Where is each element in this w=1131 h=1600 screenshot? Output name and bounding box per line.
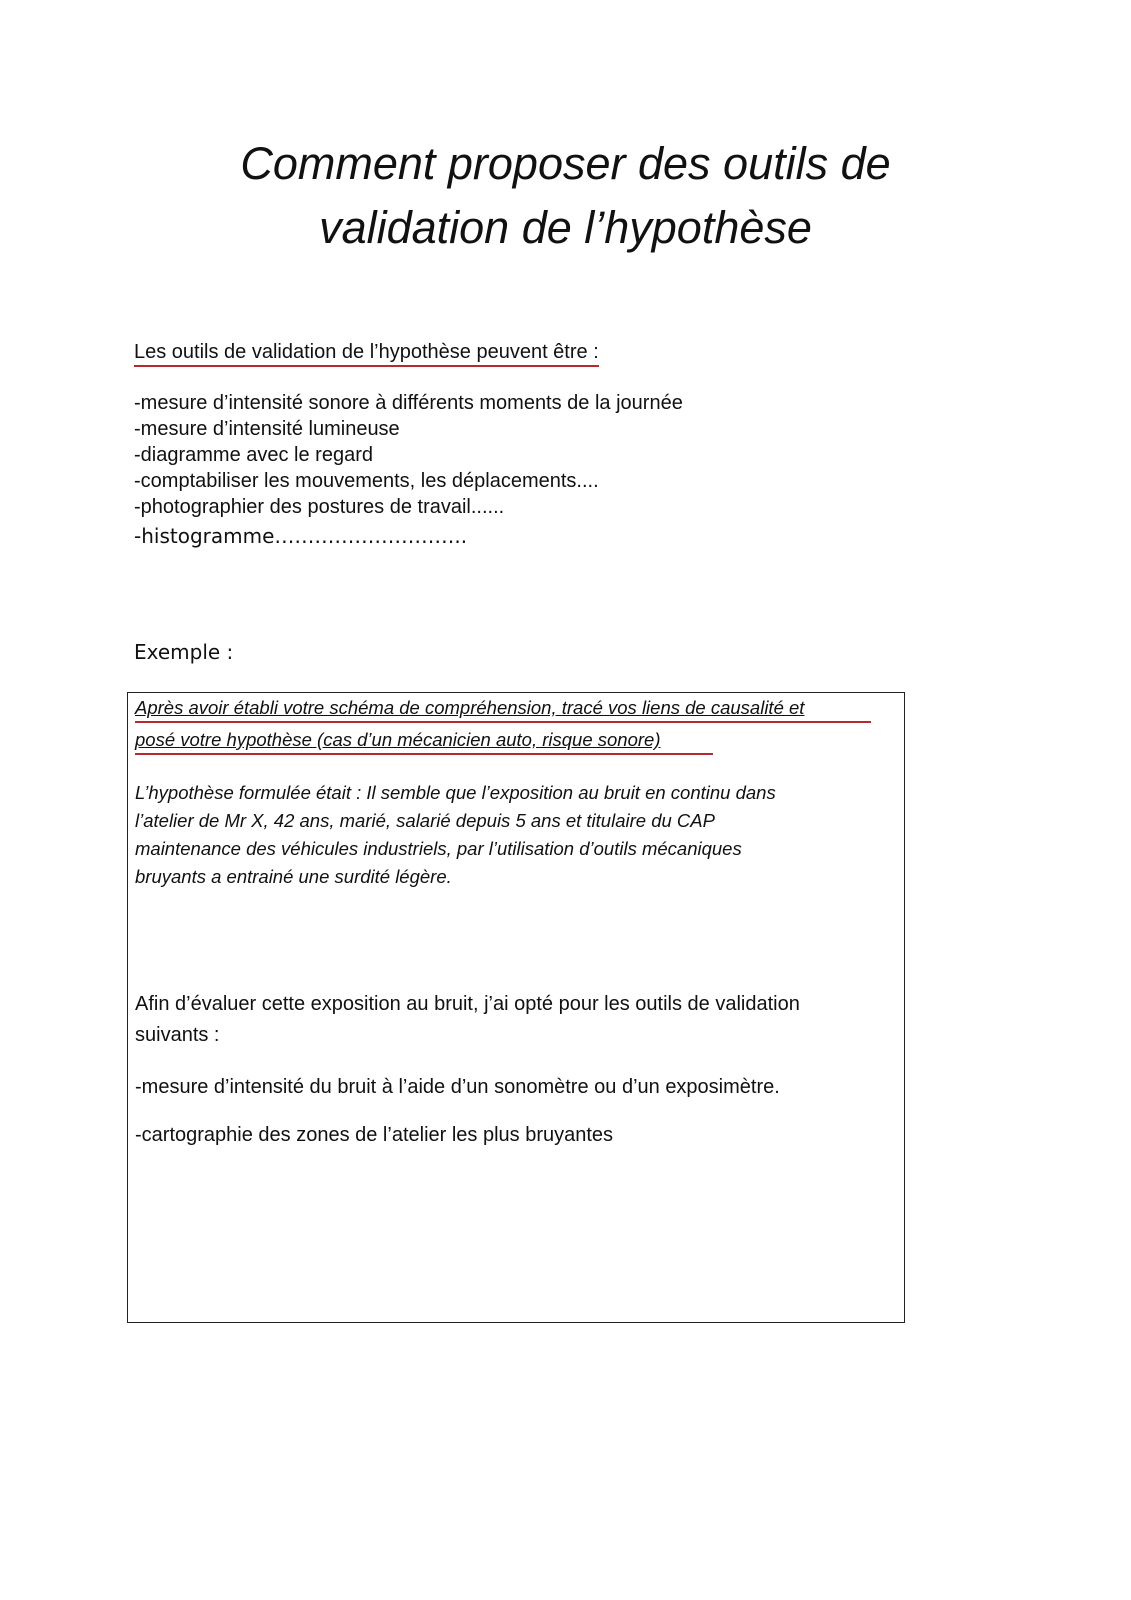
hypothesis-paragraph xyxy=(135,779,895,891)
red-underline-2 xyxy=(135,753,713,755)
chosen-tool-2: -cartographie des zones de l’atelier les plus bruyantes xyxy=(135,1124,614,1146)
afin-line: Afin d’évaluer cette exposition au bruit, j’ai opté pour les outils de validation xyxy=(135,993,800,1015)
list-item: -diagramme avec le regard xyxy=(134,444,373,466)
list-item: -photographier des postures de travail...... xyxy=(134,496,505,518)
intro-heading: Les outils de validation de l’hypothèse peuvent être : xyxy=(134,340,599,367)
example-context-text-2: posé votre hypothèse (cas d’un mécanicien auto, risque sonore) xyxy=(135,729,661,750)
title-line-1: Comment proposer des outils de xyxy=(240,138,891,189)
example-context-line-2 xyxy=(135,725,661,755)
example-context-line-1 xyxy=(135,693,804,723)
hypothesis-line: maintenance des véhicules industriels, par l’utilisation d’outils mécaniques xyxy=(135,838,742,859)
red-underline-1 xyxy=(135,721,871,723)
list-item: -comptabiliser les mouvements, les déplacements.... xyxy=(134,470,599,492)
validation-tools-list xyxy=(134,390,683,552)
afin-paragraph xyxy=(135,989,895,1051)
example-context-text-1: Après avoir établi votre schéma de compréhension, tracé vos liens de causalité et xyxy=(135,697,805,718)
hypothesis-line: L’hypothèse formulée était : Il semble que l’exposition au bruit en continu dans xyxy=(135,782,776,803)
list-item: -mesure d’intensité sonore à différents moments de la journée xyxy=(134,392,683,414)
hypothesis-line: l’atelier de Mr X, 42 ans, marié, salarié depuis 5 ans et titulaire du CAP xyxy=(135,810,715,831)
list-item: -histogramme……………………….. xyxy=(134,524,468,548)
chosen-tool-1: -mesure d’intensité du bruit à l’aide d’un sonomètre ou d’un exposimètre. xyxy=(135,1076,780,1098)
exemple-label: Exemple : xyxy=(134,640,234,664)
example-box xyxy=(127,692,905,1323)
title-line-2: validation de l’hypothèse xyxy=(319,202,812,253)
list-item: -mesure d’intensité lumineuse xyxy=(134,418,400,440)
hypothesis-line: bruyants a entrainé une surdité légère. xyxy=(135,866,452,887)
afin-line: suivants : xyxy=(135,1024,220,1046)
